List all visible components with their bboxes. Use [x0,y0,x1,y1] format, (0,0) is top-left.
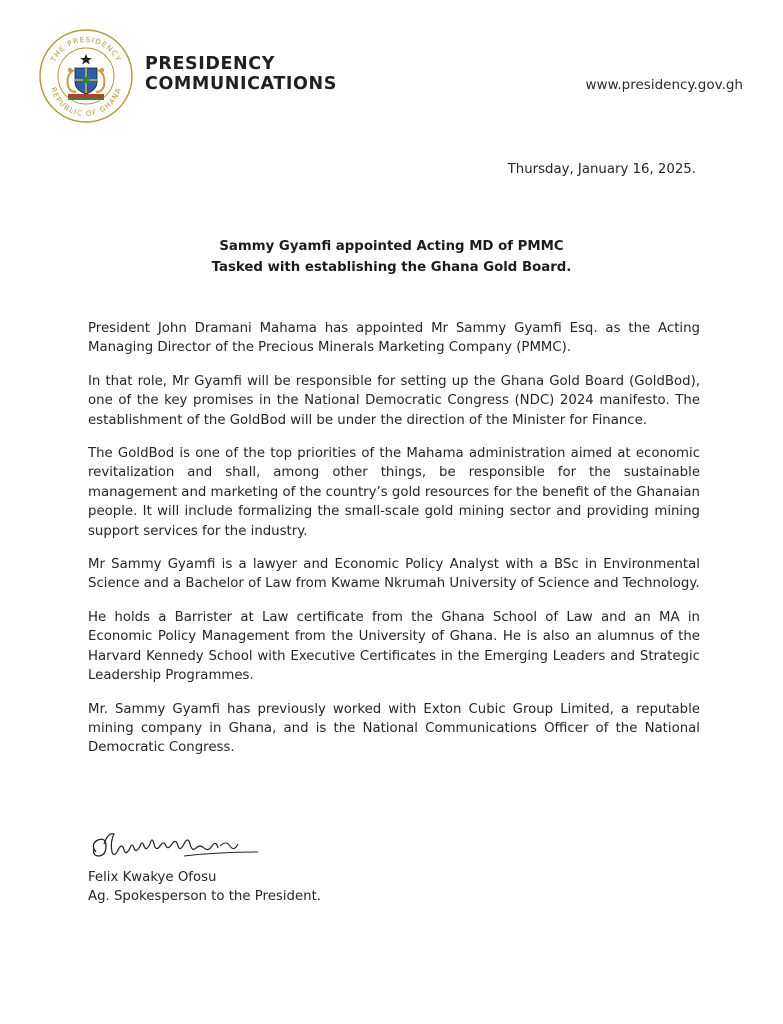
brand-wordmark [145,54,337,94]
paragraph: He holds a Barrister at Law certificate from the Ghana School of Law and an MA in Economic Policy Management from the University of Ghana. He is also an alumnus of the Harvard Kennedy School with Executive Certificates in the Emerging Leaders and Strategic Leadership Programmes. [88,609,700,684]
paragraph: The GoldBod is one of the top priorities of the Mahama administration aimed at economic revitalization and shall, among other things, be responsible for the sustainable management and marketing of the country’s gold resources for the benefit of the Ghanaian people. It will include formalizing the small-scale gold mining sector and providing mining support services for the industry. [88,446,700,539]
svg-text:THE PRESIDENCY: THE PRESIDENCY [48,34,124,64]
paragraph: President John Dramani Mahama has appointed Mr Sammy Gyamfi Esq. as the Acting Managing Director of the Precious Minerals Marketing Company (PMMC). [88,321,700,356]
body-text [88,319,700,772]
headline [0,236,783,278]
paragraph: Mr. Sammy Gyamfi has previously worked with Exton Cubic Group Limited, a reputable mining company in Ghana, and is the National Communications Officer of the National Democratic Congress. [88,701,700,756]
release-date: Thursday, January 16, 2025. [507,162,696,177]
signatory-block [88,868,321,907]
signatory-title: Ag. Spokesperson to the President. [88,889,322,905]
paragraph: In that role, Mr Gyamfi will be responsible for setting up the Ghana Gold Board (GoldBod), one of the key promises in the National Democratic Congress (NDC) 2024 manifesto. The establishment of the GoldBod will be under the direction of the Minister for Finance. [88,373,700,428]
handwritten-signature-icon [88,822,268,872]
headline-line-1: Sammy Gyamfi appointed Acting MD of PMMC [219,239,564,254]
brand-line-communications: COMMUNICATIONS [145,74,337,94]
signatory-name: Felix Kwakye Ofosu [88,870,217,885]
headline-line-2: Tasked with establishing the Ghana Gold Board. [211,260,572,275]
svg-text:REPUBLIC OF GHANA: REPUBLIC OF GHANA [48,86,124,119]
presidency-seal-icon [38,28,134,124]
paragraph: Mr Sammy Gyamfi is a lawyer and Economic Policy Analyst with a BSc in Environmental Science and a Bachelor of Law from Kwame Nkrumah University of Science and Technology. [88,557,700,592]
website-url: www.presidency.gov.gh [585,77,743,93]
brand-line-presidency: PRESIDENCY [145,54,276,74]
